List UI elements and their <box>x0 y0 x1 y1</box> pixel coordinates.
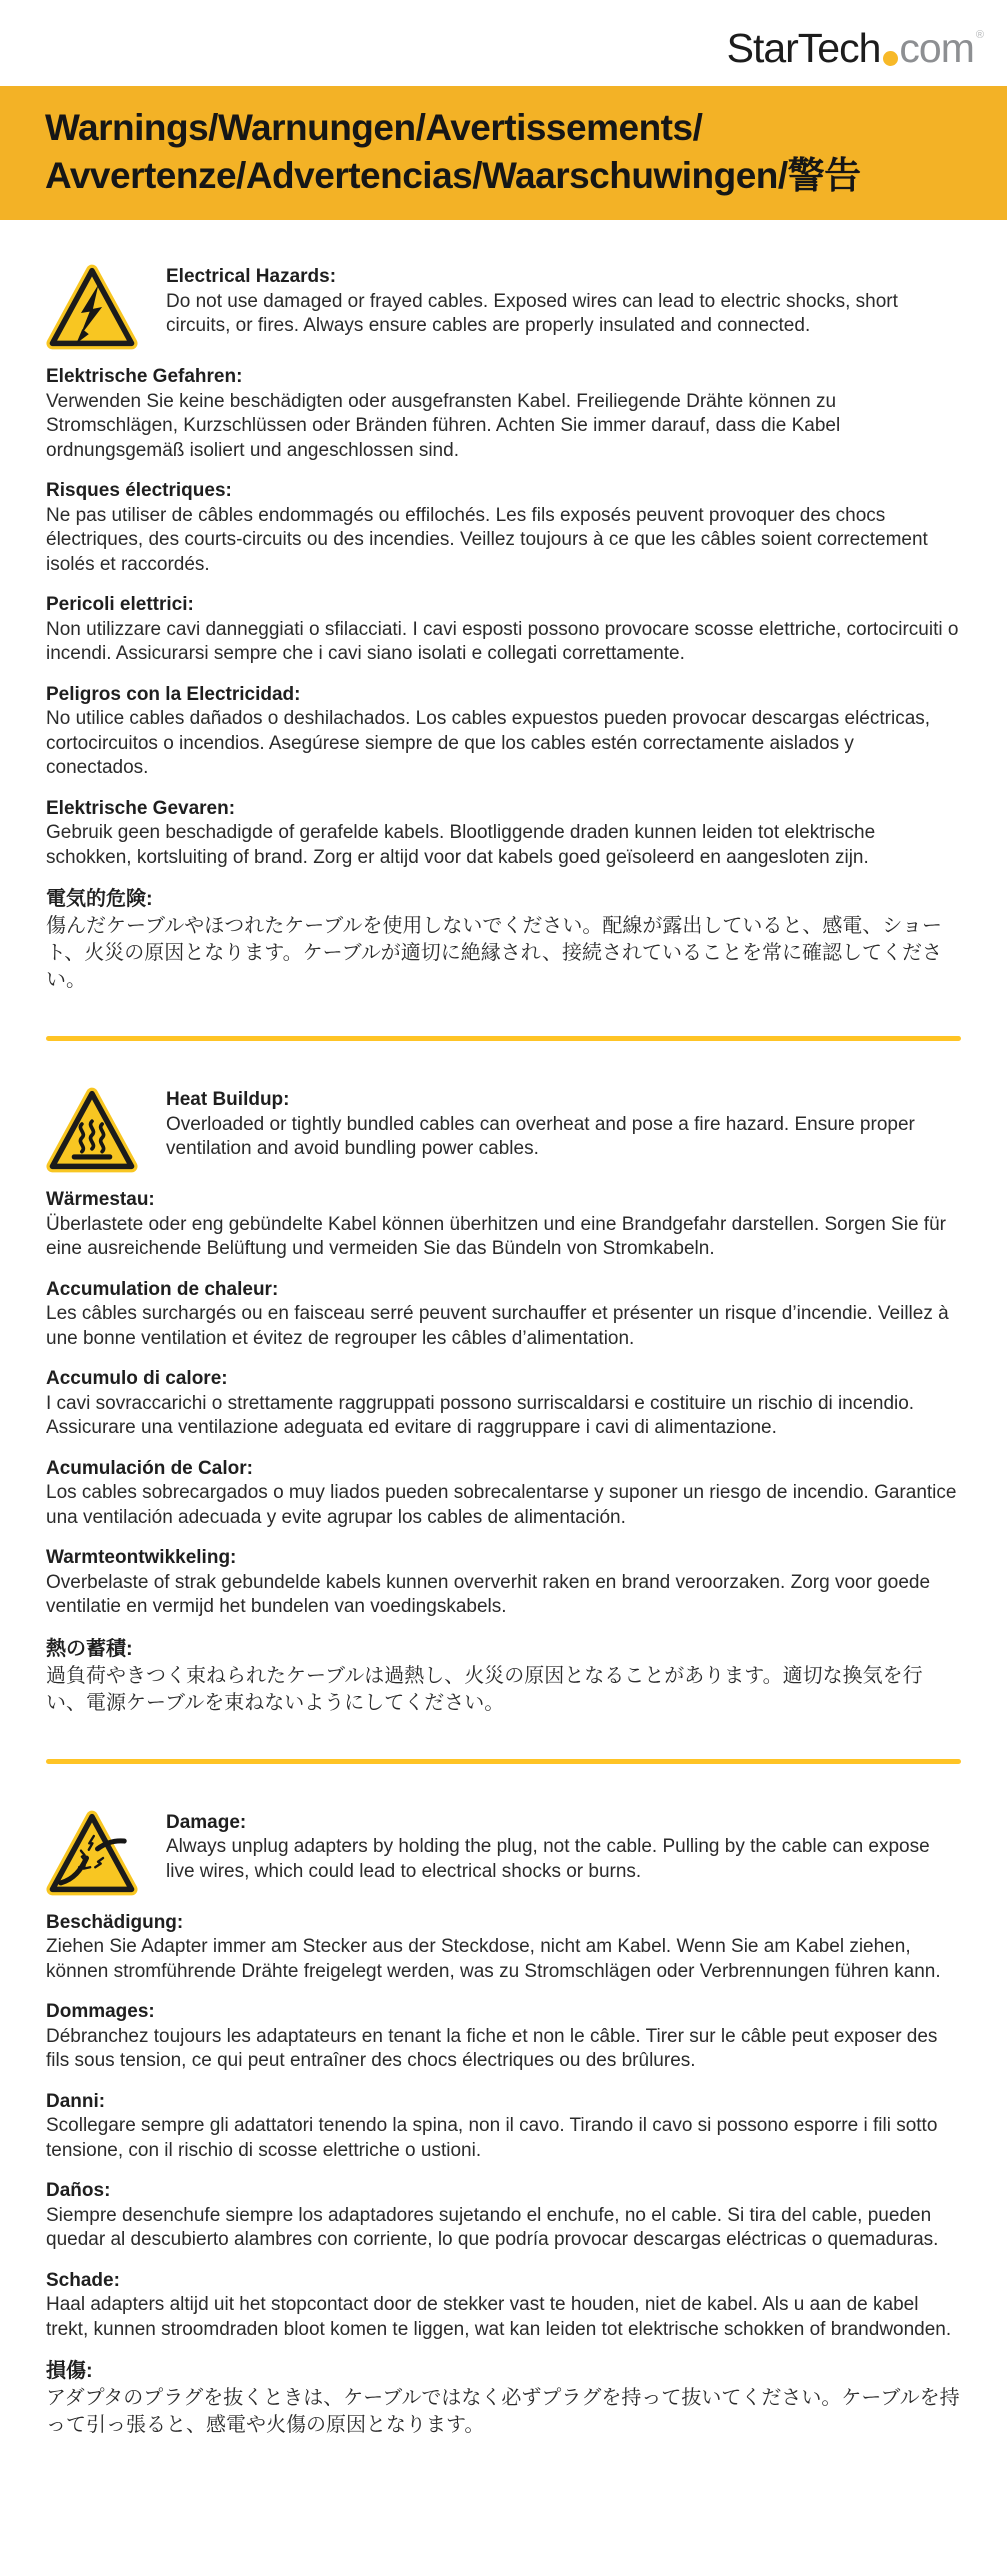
translation-heading: Peligros con la Electricidad: <box>46 683 301 705</box>
logo-brand-text: StarTech <box>726 24 881 71</box>
translation-ja <box>46 2358 961 2439</box>
startech-logo <box>726 24 983 71</box>
warning-section-damage <box>46 1810 961 2440</box>
translation-body: No utilice cables dañados o deshilachados. Los cables expuestos pueden provocar descargas eléctricas, cortocircuitos o incendios. Asegúrese siempre de que los cables estén correctamente aislados y conectados. <box>46 708 931 778</box>
translation-heading: 損傷: <box>46 2360 93 2382</box>
translation-body: Les câbles surchargés ou en faisceau serré peuvent surchauffer et présenter un risque d’incendie. Veillez à une bonne ventilation et évitez de regrouper les câbles d’alimentation. <box>46 1303 949 1349</box>
translation-heading: 熱の蓄積: <box>46 1637 133 1660</box>
primary-warning <box>166 264 961 339</box>
translation-body: Débranchez toujours les adaptateurs en tenant la fiche et non le câble. Tirer sur le câble peut exposer des fils sous tension, ce qui peut entraîner des chocs électriques ou des brûlures. <box>46 2025 938 2071</box>
warning-body: Always unplug adapters by holding the plug, not the cable. Pulling by the cable can expose live wires, which could lead to electrical shocks or burns. <box>166 1836 930 1882</box>
translation-body: Ziehen Sie Adapter immer am Stecker aus der Steckdose, nicht am Kabel. Wenn Sie am Kabel ziehen, können stromführende Drähte freigelegt werden, was zu Stromschlägen oder Verbrennungen führen kann. <box>46 1936 941 1982</box>
header <box>0 0 1007 86</box>
translation-body: Gebruik geen beschadigde of gerafelde kabels. Blootliggende draden kunnen leiden tot elektrische schokken, kortsluiting of brand. Zorg er altijd voor dat kabels goed geïsoleerd en aangesloten zijn. <box>46 822 876 868</box>
registered-trademark-symbol: ® <box>975 28 983 41</box>
warning-heading: Electrical Hazards: <box>166 266 337 287</box>
translation-fr <box>46 479 961 577</box>
section-divider <box>46 1036 961 1041</box>
translation-heading: Pericoli elettrici: <box>46 594 194 615</box>
translation-heading: Dommages: <box>46 2001 155 2022</box>
translation-ja <box>46 1636 961 1717</box>
translation-it <box>46 2090 961 2164</box>
translation-heading: Elektrische Gevaren: <box>46 797 236 819</box>
warnings-title-banner <box>0 86 1007 220</box>
translation-body: Los cables sobrecargados o muy liados pueden sobrecalentarse y suponer un riesgo de incendio. Garantice una ventilación adecuada y evite agrupar los cables de alimentación. <box>46 1482 957 1528</box>
translation-nl <box>46 1546 961 1620</box>
warning-body: Overloaded or tightly bundled cables can overheat and pose a fire hazard. Ensure proper ventilation and avoid bundling power cables. <box>166 1113 915 1159</box>
translation-fr <box>46 2000 961 2074</box>
translation-de <box>46 365 961 463</box>
warning-section-electrical <box>46 264 961 994</box>
translation-heading: Acumulación de Calor: <box>46 1457 253 1479</box>
translation-body: Scollegare sempre gli adattatori tenendo la spina, non il cavo. Tirando il cavo si possono esporre i fili sotto tensione, con il rischio di scosse elettriche o ustioni. <box>46 2115 938 2161</box>
translation-body: Ne pas utiliser de câbles endommagés ou effilochés. Les fils exposés peuvent provoquer des chocs électriques, des courts-circuits ou des incendies. Veillez toujours à ce que les câbles soient correctement isolés et raccordés. <box>46 504 928 575</box>
translation-heading: Wärmestau: <box>46 1189 155 1210</box>
primary-warning <box>166 1810 961 1885</box>
section-head <box>46 264 961 350</box>
translation-nl <box>46 2269 961 2343</box>
translation-it <box>46 1367 961 1441</box>
translation-heading: Danni: <box>46 2090 106 2112</box>
translation-heading: 電気的危険: <box>46 888 153 910</box>
translation-body: Siempre desenchufe siempre los adaptadores sujetando el enchufe, no el cable. Si tira del cable, pueden quedar al descubierto alambres con corriente, lo que podría provocar descargas eléctricas o quemaduras. <box>46 2204 939 2250</box>
translation-heading: Elektrische Gefahren: <box>46 366 243 387</box>
translation-de <box>46 1911 961 1985</box>
translation-heading: Beschädigung: <box>46 1911 184 1933</box>
translation-heading: Risques électriques: <box>46 480 232 501</box>
primary-warning <box>166 1087 961 1162</box>
warning-body: Do not use damaged or frayed cables. Exposed wires can lead to electric shocks, short circuits, or fires. Always ensure cables are properly insulated and connected. <box>166 290 898 336</box>
translation-body: Haal adapters altijd uit het stopcontact door de stekker vast te houden, niet de kabel. Als u aan de kabel trekt, kunnen stroomdraden bloot komen te liggen, wat kan leiden tot elektrische schokken of brandwonden. <box>46 2294 952 2340</box>
translation-de <box>46 1188 961 1262</box>
section-head <box>46 1810 961 1896</box>
page-title-line2: Avvertenze/Advertencias/Waarschuwingen/警告 <box>45 155 861 196</box>
page-title <box>45 104 977 200</box>
page-title-line1: Warnings/Warnungen/Avertissements/ <box>45 106 703 148</box>
translation-body: Verwenden Sie keine beschädigten oder ausgefransten Kabel. Freiliegende Drähte können zu Stromschlägen, Kurzschlüssen oder Bränden führen. Achten Sie immer darauf, dass die Kabel ordnungsgemäß isoliert und angeschlossen sind. <box>46 390 841 461</box>
translation-heading: Accumulation de chaleur: <box>46 1278 279 1300</box>
document-body <box>0 220 1007 2479</box>
warning-heading: Damage: <box>166 1811 247 1833</box>
logo-suffix-text: com <box>899 24 974 71</box>
warning-heading: Heat Buildup: <box>166 1089 290 1110</box>
section-head <box>46 1087 961 1173</box>
translation-heading: Accumulo di calore: <box>46 1368 228 1389</box>
translation-body: アダプタのプラグを抜くときは、ケーブルではなく必ずプラグを持って抜いてください。ケーブルを持って引っ張ると、感電や火傷の原因となります。 <box>46 2387 960 2436</box>
translation-heading: Warmteontwikkeling: <box>46 1547 237 1568</box>
translation-es <box>46 2179 961 2253</box>
cable-damage-icon <box>46 1810 138 1896</box>
translation-body: 過負荷やきつく束ねられたケーブルは過熱し、火災の原因となることがあります。適切な換気を行い、電源ケーブルを束ねないようにしてください。 <box>46 1664 923 1714</box>
translation-es <box>46 683 961 781</box>
translation-body: Overbelaste of strak gebundelde kabels kunnen oververhit raken en brand veroorzaken. Zorg voor goede ventilatie en vermijd het bundelen van voedingskabels. <box>46 1571 931 1617</box>
logo-dot-icon <box>883 51 898 66</box>
heat-buildup-icon <box>46 1087 138 1173</box>
translation-fr <box>46 1278 961 1352</box>
translation-heading: Schade: <box>46 2269 120 2291</box>
translation-body: Überlastete oder eng gebündelte Kabel können überhitzen und eine Brandgefahr darstellen. Sorgen Sie für eine ausreichende Belüftung und vermeiden Sie das Bündeln von Stromkabeln. <box>46 1213 946 1259</box>
translation-nl <box>46 797 961 871</box>
translation-body: Non utilizzare cavi danneggiati o sfilacciati. I cavi esposti possono provocare scosse elettriche, cortocircuiti o incendi. Assicurarsi sempre che i cavi siano isolati e collegati correttamente. <box>46 618 959 664</box>
warning-section-heat <box>46 1087 961 1717</box>
translation-it <box>46 593 961 667</box>
translation-heading: Daños: <box>46 2180 111 2201</box>
electrical-hazard-icon <box>46 264 138 350</box>
translation-ja <box>46 886 961 994</box>
translation-body: 傷んだケーブルやほつれたケーブルを使用しないでください。配線が露出していると、感電、ショート、火災の原因となります。ケーブルが適切に絶縁され、接続されていることを常に確認してください。 <box>46 915 942 991</box>
section-divider <box>46 1759 961 1764</box>
translation-es <box>46 1457 961 1531</box>
translation-body: I cavi sovraccarichi o strettamente raggruppati possono surriscaldarsi e costituire un rischio di incendio. Assicurare una ventilazione adeguata ed evitare di raggruppare i cavi di alimentazione. <box>46 1392 915 1438</box>
